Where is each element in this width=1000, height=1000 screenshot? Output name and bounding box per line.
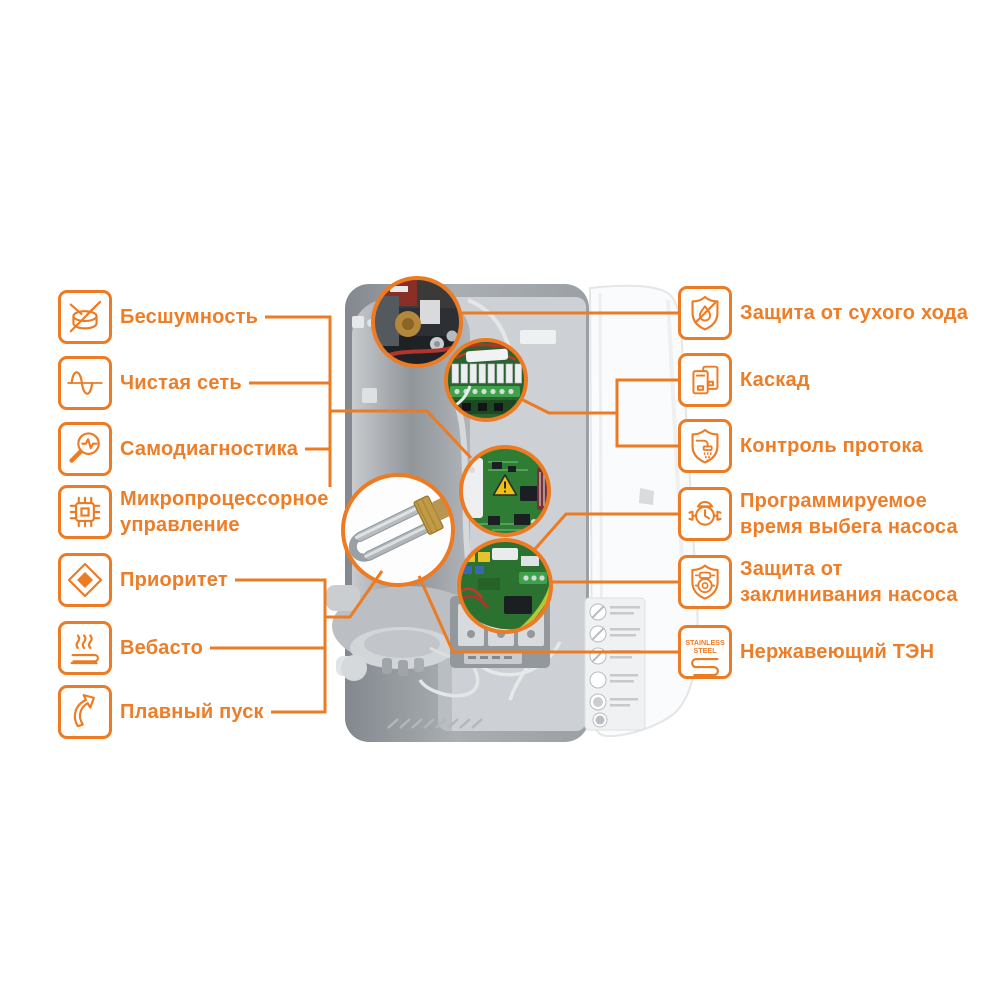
noise-off-icon <box>58 290 112 344</box>
stainless-text-line1: STAINLESS <box>685 638 725 647</box>
line-pump-runout <box>535 514 678 549</box>
feature-cascade <box>678 353 988 407</box>
feature-label: Самодиагностика <box>120 437 305 461</box>
stainless-steel-icon <box>678 625 732 679</box>
diagnostics-magnifier-icon <box>58 422 112 476</box>
feature-clean-grid <box>58 356 358 410</box>
pump-clock-icon <box>678 487 732 541</box>
feature-mcu-control <box>58 485 358 539</box>
heated-floor-icon <box>58 621 112 675</box>
feature-priority <box>58 553 358 607</box>
feature-pump-jam-protection <box>678 555 988 609</box>
shield-shower-icon <box>678 419 732 473</box>
feature-label: Приоритет <box>120 568 235 592</box>
feature-label: Защита от сухого хода <box>740 302 969 324</box>
feature-label: Нержавеющий ТЭН <box>740 641 935 663</box>
feature-pump-runout-timer <box>678 487 988 541</box>
feature-label: Каскад <box>740 369 810 391</box>
line-stainless <box>419 576 678 652</box>
feature-soft-start <box>58 685 358 739</box>
feature-label: Чистая сеть <box>120 371 249 395</box>
feature-webasto <box>58 621 358 675</box>
feature-label: Контроль протока <box>740 435 923 457</box>
shield-pump-icon <box>678 555 732 609</box>
feature-label: Бесшумность <box>120 305 265 329</box>
feature-label: Программируемое время выбега насоса <box>740 490 958 538</box>
feature-stainless-heater <box>678 625 988 679</box>
cascade-boilers-icon <box>678 353 732 407</box>
priority-sign-icon <box>58 553 112 607</box>
sine-wave-icon <box>58 356 112 410</box>
feature-silence <box>58 290 358 344</box>
feature-dry-run-protection <box>678 286 988 340</box>
feature-label: Микропроцессорное управление <box>120 487 336 537</box>
feature-label: Вебасто <box>120 636 210 660</box>
feature-self-diagnostics <box>58 422 358 476</box>
soft-start-arrow-icon <box>58 685 112 739</box>
microprocessor-icon <box>58 485 112 539</box>
stainless-text-line2: STEEL <box>693 646 717 655</box>
feature-label: Плавный пуск <box>120 700 271 724</box>
shield-no-drop-icon <box>678 286 732 340</box>
feature-label: Защита от заклинивания насоса <box>740 558 958 606</box>
line-cascade-flow-bracket <box>521 379 678 448</box>
feature-flow-control <box>678 419 988 473</box>
